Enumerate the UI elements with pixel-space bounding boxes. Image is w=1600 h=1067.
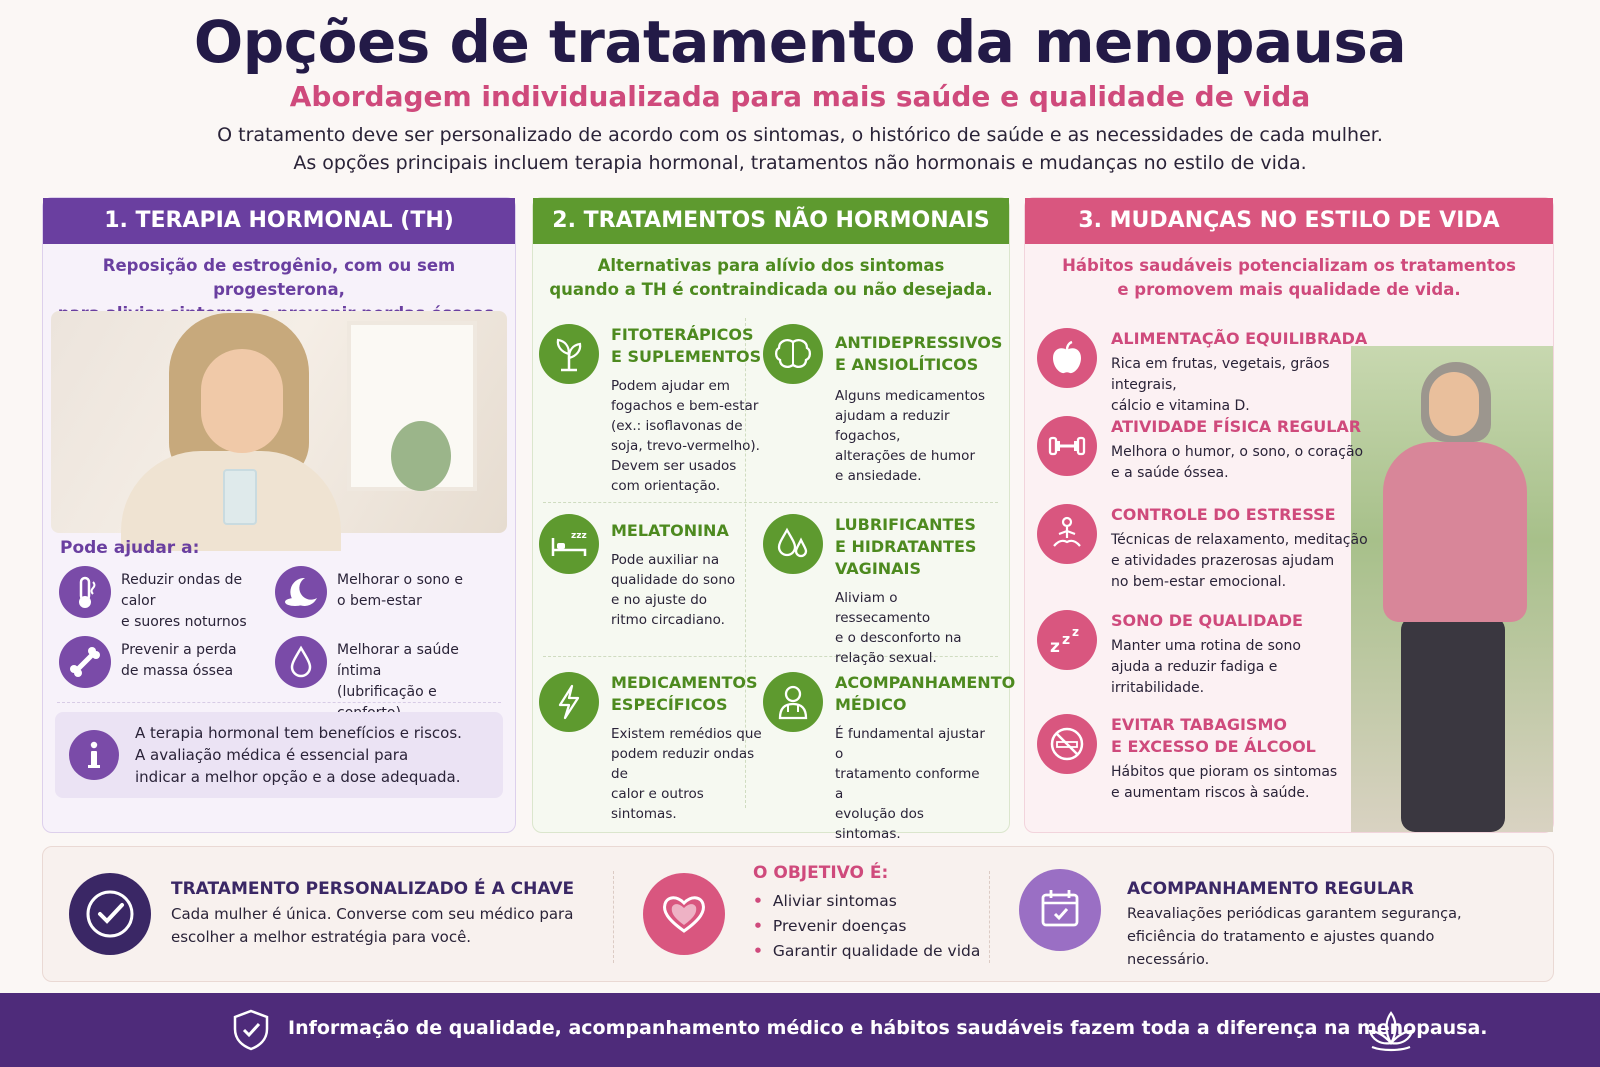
personalized-desc-line: escolher a melhor estratégia para você. (171, 928, 472, 946)
personalized-desc-line: Cada mulher é única. Converse com seu médico para (171, 905, 574, 923)
doctor-icon (763, 672, 823, 732)
personalized-title: TRATAMENTO PERSONALIZADO É A CHAVE (171, 879, 575, 899)
intro-line-1: O tratamento deve ser personalizado de acordo com os sintomas, o histórico de saúde e as necessidades de cada mulher. (217, 124, 1383, 146)
item-desc: Técnicas de relaxamento, meditação e atividades prazerosas ajudam no bem-estar emocional. (1111, 532, 1368, 590)
benefit-item (59, 634, 279, 690)
item-desc: Existem remédios que podem reduzir ondas de calor e outros sintomas. (611, 726, 762, 822)
footer-text: Informação de qualidade, acompanhamento médico e hábitos saudáveis fazem toda a diferença na menopausa. (288, 1017, 1488, 1039)
item-title: EVITAR TABAGISMO E EXCESSO DE ÁLCOOL (1111, 715, 1316, 756)
shirt-shape (1383, 442, 1527, 622)
woman-taking-pill-photo (51, 311, 507, 533)
item-desc: Pode auxiliar na qualidade do sono e no ajuste do ritmo circadiano. (611, 552, 736, 628)
shield-icon (228, 1007, 274, 1053)
info-icon (69, 730, 119, 780)
benefit-line: e suores noturnos (121, 614, 247, 630)
woman-walking-photo (1351, 346, 1553, 832)
note-line: A terapia hormonal tem benefícios e riscos. (135, 724, 462, 742)
divider (543, 502, 998, 503)
non-hormonal-subtitle-line-1: Alternativas para alívio dos sintomas (597, 256, 945, 275)
list-item: • Garantir qualidade de vida (753, 939, 980, 964)
benefit-line: Melhorar a saúde íntima (337, 642, 459, 679)
benefit-line: de massa óssea (121, 663, 234, 679)
item-desc: Melhora o humor, o sono, o coração e a saúde óssea. (1111, 444, 1364, 481)
note-line: indicar a melhor opção e a dose adequada. (135, 768, 461, 786)
item-title: LUBRIFICANTES E HIDRATANTES VAGINAIS (835, 515, 977, 578)
lifestyle-subtitle (1025, 254, 1553, 302)
bottom-summary (42, 846, 1554, 982)
thermometer-icon (59, 566, 111, 618)
plant-shape (391, 421, 451, 491)
dumbbell-icon (1037, 416, 1097, 476)
non-hormonal-panel (532, 197, 1016, 842)
benefit-item (275, 564, 495, 620)
intro-line-2: As opções principais incluem terapia hormonal, tratamentos não hormonais e mudanças no estilo de vida. (293, 152, 1307, 174)
benefit-line: (lubrificação e (337, 684, 437, 700)
drop-icon (275, 636, 327, 688)
note-line: A avaliação médica é essencial para (135, 746, 409, 764)
water-glass-shape (223, 469, 257, 525)
benefit-item (275, 634, 495, 700)
calendar-check-icon (1019, 869, 1101, 951)
non-hormonal-heading: 2. TRATAMENTOS NÃO HORMONAIS (533, 198, 1009, 244)
item-title: ALIMENTAÇÃO EQUILIBRADA (1111, 329, 1368, 348)
benefit-item (59, 564, 279, 630)
svg-text:zzz: zzz (571, 531, 587, 541)
item-desc: Aliviam o ressecamento e o desconforto na relação sexual. (835, 590, 962, 666)
item-title: SONO DE QUALIDADE (1111, 611, 1303, 630)
hormonal-note (55, 712, 503, 798)
bone-icon (59, 636, 111, 688)
item-desc: Rica em frutas, vegetais, grãos integrais, cálcio e vitamina D. (1111, 356, 1330, 414)
apple-icon (1037, 328, 1097, 388)
item-desc: Podem ajudar em fogachos e bem-estar (ex.: isoflavonas de soja, trevo-vermelho). Devem ser usados com orientação. (611, 378, 760, 494)
item-title: ACOMPANHAMENTO MÉDICO (835, 673, 1016, 714)
page-title: Opções de tratamento da menopausa (193, 8, 1407, 76)
benefit-line: Melhorar o sono e (337, 572, 463, 588)
lifestyle-subtitle-line-2: e promovem mais qualidade de vida. (1117, 280, 1461, 299)
non-hormonal-subtitle-line-2: quando a TH é contraindicada ou não desejada. (549, 280, 993, 299)
list-item: • Aliviar sintomas (753, 889, 980, 914)
hormonal-subtitle-line-1: Reposição de estrogênio, com ou sem progesterona, (102, 256, 456, 299)
divider (613, 871, 614, 963)
heart-icon (643, 873, 725, 955)
hormonal-heading: 1. TERAPIA HORMONAL (TH) (43, 198, 515, 244)
help-title: Pode ajudar a: (60, 538, 200, 558)
legs-shape (1401, 616, 1505, 832)
item-title: ANTIDEPRESSIVOS E ANSIOLÍTICOS (835, 333, 1003, 374)
lifestyle-subtitle-line-1: Hábitos saudáveis potencializam os tratamentos (1062, 256, 1516, 275)
bed-icon (539, 514, 599, 574)
non-hormonal-subtitle (533, 254, 1009, 302)
face-shape (201, 349, 283, 453)
svg-text:z: z (1062, 632, 1071, 648)
divider (989, 871, 990, 963)
item-desc: É fundamental ajustar o tratamento conforme a evolução dos sintomas. (835, 726, 985, 842)
hormonal-therapy-panel (42, 197, 516, 833)
droplets-icon (763, 514, 823, 574)
svg-text:z: z (1050, 637, 1060, 657)
lightning-icon (539, 672, 599, 732)
benefit-line: Reduzir ondas de calor (121, 572, 243, 609)
moon-icon (275, 566, 327, 618)
benefit-line: o bem-estar (337, 593, 422, 609)
footer (0, 993, 1600, 1067)
divider (57, 702, 501, 703)
followup-title: ACOMPANHAMENTO REGULAR (1127, 879, 1414, 899)
lifestyle-panel (1024, 197, 1554, 833)
zzz-icon (1037, 610, 1097, 670)
herb-icon (539, 324, 599, 384)
followup-desc-line: Reavaliações periódicas garantem segurança, (1127, 906, 1462, 922)
item-desc: Hábitos que pioram os sintomas e aumentam riscos à saúde. (1111, 764, 1338, 801)
page-subtitle: Abordagem individualizada para mais saúde e qualidade de vida (289, 80, 1311, 113)
followup-desc-line: necessário. (1127, 952, 1210, 968)
no-smoking-icon (1037, 714, 1097, 774)
check-circle-icon (69, 873, 151, 955)
lotus-icon (1358, 1005, 1424, 1055)
item-title: MEDICAMENTOS ESPECÍFICOS (611, 673, 758, 714)
item-title: FITOTERÁPICOS E SUPLEMENTOS (611, 325, 762, 366)
brain-icon (763, 324, 823, 384)
face-shape (1429, 372, 1479, 436)
item-title: ATIVIDADE FÍSICA REGULAR (1111, 417, 1362, 436)
benefit-line: Prevenir a perda (121, 642, 237, 658)
list-item: • Prevenir doenças (753, 914, 980, 939)
followup-desc-line: eficiência do tratamento e ajustes quando (1127, 929, 1435, 945)
goal-title: O OBJETIVO É: (753, 863, 889, 883)
svg-text:z: z (1072, 625, 1079, 639)
item-desc: Alguns medicamentos ajudam a reduzir fogachos, alterações de humor e ansiedade. (835, 388, 986, 484)
meditation-icon (1037, 504, 1097, 564)
item-title: CONTROLE DO ESTRESSE (1111, 505, 1336, 524)
item-title: MELATONINA (611, 521, 729, 540)
lifestyle-heading: 3. MUDANÇAS NO ESTILO DE VIDA (1025, 198, 1553, 244)
goal-list (753, 889, 980, 964)
item-desc: Manter uma rotina de sono ajuda a reduzir fadiga e irritabilidade. (1111, 638, 1301, 696)
